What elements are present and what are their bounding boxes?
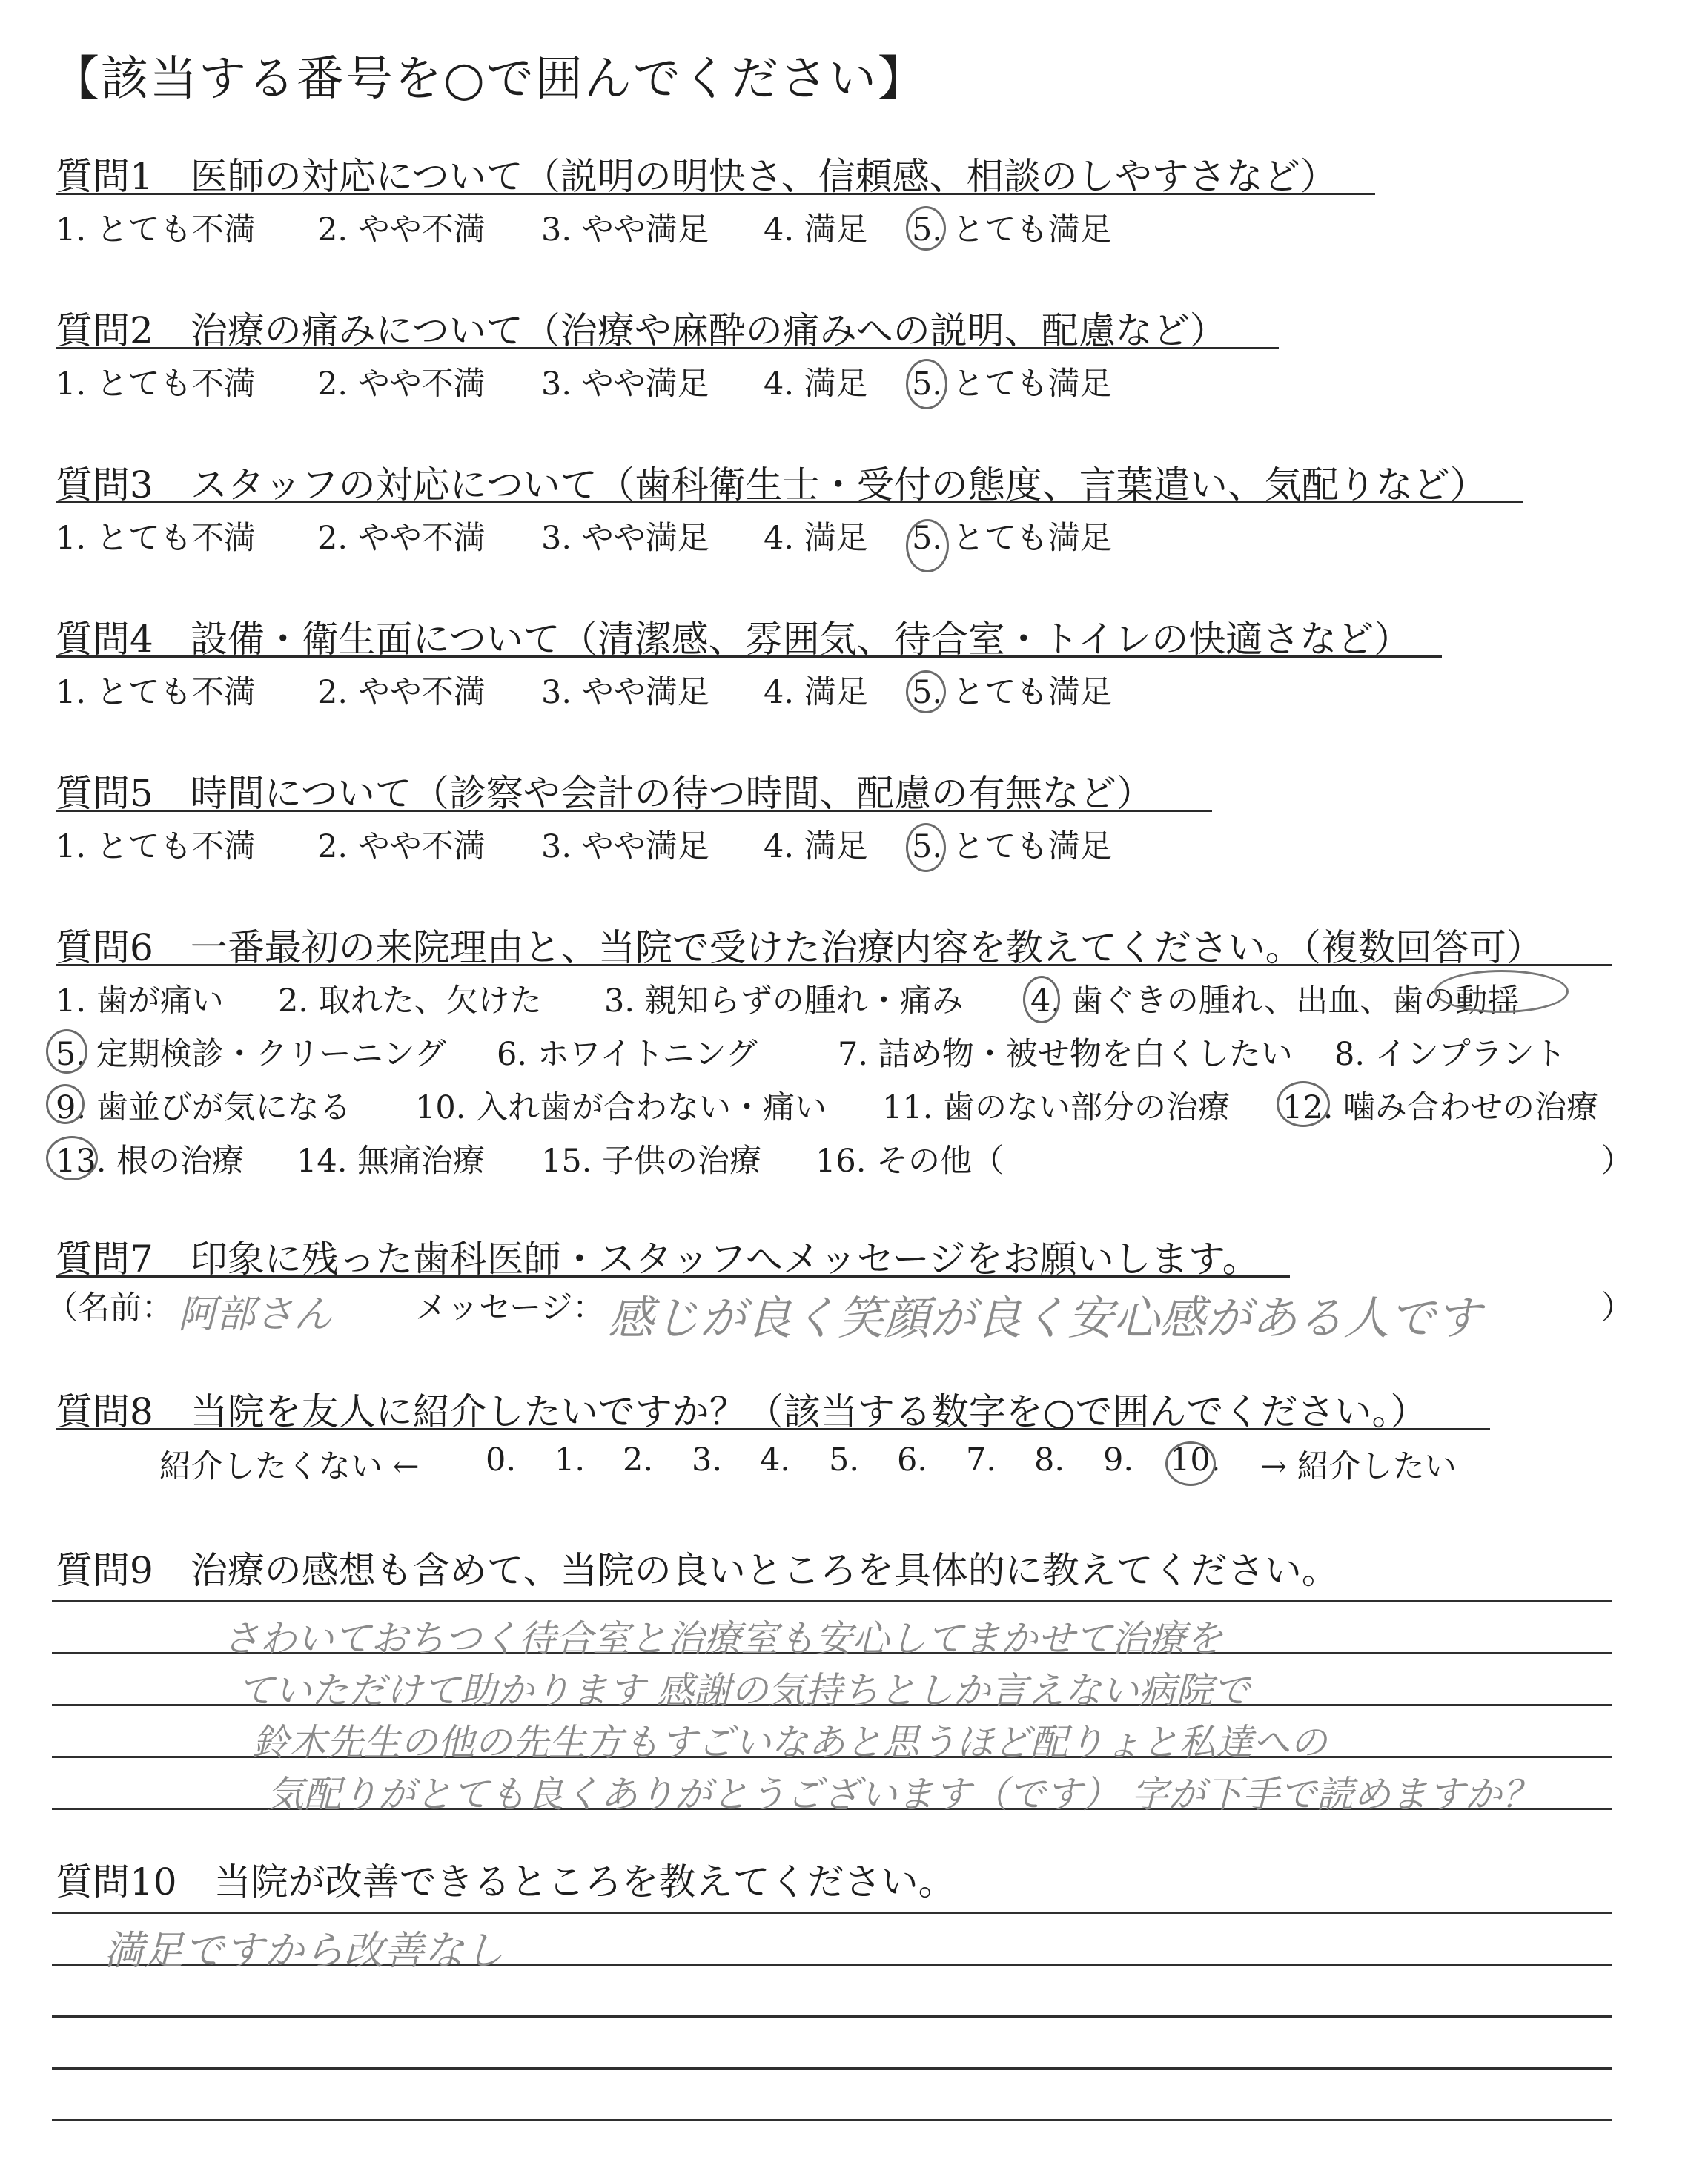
question-label: 質問7 bbox=[56, 1238, 153, 1281]
selection-circle bbox=[906, 206, 946, 251]
option-1[interactable]: 1. とても不満 bbox=[56, 366, 256, 403]
option-1[interactable]: 1. とても不満 bbox=[56, 211, 256, 248]
scale-1[interactable]: 1. bbox=[555, 1441, 586, 1479]
question-text: 医師の対応について（説明の明快さ、信頼感、相談のしやすさなど） bbox=[190, 155, 1337, 198]
question-label: 質問8 bbox=[56, 1390, 153, 1433]
answer-line-2[interactable]: ていただけて助かります 感謝の気持ちとしか言えない病院で bbox=[237, 1669, 1250, 1712]
answer-line-4[interactable]: 気配りがとても良くありがとうございます（です） 字が下手で読めますか？ bbox=[267, 1773, 1539, 1816]
scale-3[interactable]: 3. bbox=[692, 1441, 723, 1479]
question-text: 治療の痛みについて（治療や麻酔の痛みへの説明、配慮など） bbox=[190, 309, 1227, 352]
name-value[interactable]: 阿部さん bbox=[178, 1292, 333, 1337]
question-label: 質問4 bbox=[56, 618, 153, 661]
selection-circle bbox=[906, 519, 949, 572]
option-5[interactable]: 5. とても満足 bbox=[912, 674, 1112, 711]
scale-6[interactable]: 6. bbox=[897, 1441, 928, 1479]
option-2[interactable]: 2. やや不満 bbox=[317, 520, 486, 557]
option-3[interactable]: 3. やや満足 bbox=[541, 674, 709, 711]
option-5[interactable]: 5. とても満足 bbox=[912, 520, 1112, 557]
treatment-option-4[interactable]: 4. 歯ぐきの腫れ、出血、歯の動揺 bbox=[1030, 982, 1520, 1020]
selection-circle-13 bbox=[46, 1136, 98, 1180]
scale-5[interactable]: 5. bbox=[829, 1441, 860, 1479]
option-3[interactable]: 3. やや満足 bbox=[541, 211, 709, 248]
scale-right-label: → 紹介したい bbox=[1260, 1448, 1457, 1485]
treatment-option-16[interactable]: 16. その他（ bbox=[815, 1143, 1004, 1180]
question-label: 質問1 bbox=[56, 155, 153, 198]
treatment-option-8[interactable]: 8. インプラント bbox=[1334, 1036, 1566, 1073]
treatment-option-11[interactable]: 11. 歯のない部分の治療 bbox=[882, 1089, 1231, 1126]
option-1[interactable]: 1. とても不満 bbox=[56, 674, 256, 711]
scale-10[interactable]: 10. bbox=[1170, 1441, 1221, 1479]
question-text: 設備・衛生面について（清潔感、雰囲気、待合室・トイレの快適さなど） bbox=[190, 618, 1411, 661]
question-label: 質問6 bbox=[56, 926, 153, 969]
scale-left-label: 紹介したくない ← bbox=[159, 1448, 420, 1485]
treatment-option-12[interactable]: 12. 噛み合わせの治療 bbox=[1282, 1089, 1599, 1126]
treatment-option-10[interactable]: 10. 入れ歯が合わない・痛い bbox=[415, 1089, 827, 1126]
question-label: 質問10 bbox=[56, 1860, 177, 1903]
treatment-option-3[interactable]: 3. 親知らずの腫れ・痛み bbox=[604, 982, 964, 1020]
treatment-option-1[interactable]: 1. 歯が痛い bbox=[56, 982, 224, 1020]
option-4[interactable]: 4. 満足 bbox=[764, 520, 868, 557]
option-2[interactable]: 2. やや不満 bbox=[317, 674, 486, 711]
selection-circle bbox=[906, 823, 946, 872]
treatment-option-15[interactable]: 15. 子供の治療 bbox=[541, 1143, 762, 1180]
scale-0[interactable]: 0. bbox=[486, 1441, 517, 1479]
option-1[interactable]: 1. とても不満 bbox=[56, 520, 256, 557]
scale-7[interactable]: 7. bbox=[966, 1441, 997, 1479]
option-2[interactable]: 2. やや不満 bbox=[317, 828, 486, 865]
question-text: スタッフの対応について（歯科衛生士・受付の態度、言葉遣い、気配りなど） bbox=[190, 463, 1487, 506]
question-label: 質問9 bbox=[56, 1549, 153, 1592]
answer-line-1[interactable]: さわいておちつく待合室と治療室も安心してまかせて治療を bbox=[222, 1617, 1223, 1660]
option-2[interactable]: 2. やや不満 bbox=[317, 211, 486, 248]
treatment-option-5[interactable]: 5. 定期検診・クリーニング bbox=[56, 1036, 446, 1073]
other-close-paren: ） bbox=[1601, 1143, 1633, 1180]
message-label: メッセージ： bbox=[415, 1289, 605, 1327]
option-4[interactable]: 4. 満足 bbox=[764, 366, 868, 403]
selection-circle bbox=[1165, 1441, 1216, 1486]
name-label: （名前： bbox=[46, 1289, 173, 1327]
option-4[interactable]: 4. 満足 bbox=[764, 828, 868, 865]
question-label: 質問2 bbox=[56, 309, 153, 352]
scale-2[interactable]: 2. bbox=[623, 1441, 654, 1479]
question-text: 時間について（診察や会計の待つ時間、配慮の有無など） bbox=[190, 772, 1153, 815]
option-5[interactable]: 5. とても満足 bbox=[912, 366, 1112, 403]
treatment-option-13[interactable]: 13. 根の治療 bbox=[56, 1143, 245, 1180]
message-value[interactable]: 感じが良く笑顔が良く安心感がある人です bbox=[608, 1291, 1482, 1345]
answer-line-3[interactable]: 鈴木先生の他の先生方もすごいなあと思うほど配りょと私達への bbox=[252, 1721, 1327, 1764]
question-text: 当院が改善できるところを教えてください。 bbox=[214, 1860, 956, 1903]
selection-circle-5 bbox=[46, 1029, 87, 1074]
selection-circle-9 bbox=[46, 1084, 85, 1124]
option-4[interactable]: 4. 満足 bbox=[764, 211, 868, 248]
scale-9[interactable]: 9. bbox=[1103, 1441, 1134, 1479]
selection-circle bbox=[906, 359, 947, 409]
selection-circle bbox=[906, 670, 946, 713]
option-5[interactable]: 5. とても満足 bbox=[912, 211, 1112, 248]
treatment-option-14[interactable]: 14. 無痛治療 bbox=[297, 1143, 486, 1180]
question-text: 治療の感想も含めて、当院の良いところを具体的に教えてください。 bbox=[190, 1549, 1339, 1592]
treatment-option-9[interactable]: 9. 歯並びが気になる bbox=[56, 1089, 351, 1126]
selection-circle-4 bbox=[1023, 976, 1060, 1023]
question-text: 印象に残った歯科医師・スタッフへメッセージをお願いします。 bbox=[190, 1238, 1260, 1281]
question-label: 質問3 bbox=[56, 463, 153, 506]
treatment-option-7[interactable]: 7. 詰め物・被せ物を白くしたい bbox=[838, 1036, 1293, 1073]
scale-4[interactable]: 4. bbox=[760, 1441, 791, 1479]
option-3[interactable]: 3. やや満足 bbox=[541, 828, 709, 865]
message-close-paren: ） bbox=[1601, 1289, 1633, 1327]
option-1[interactable]: 1. とても不満 bbox=[56, 828, 256, 865]
scale-8[interactable]: 8. bbox=[1034, 1441, 1065, 1479]
question-label: 質問5 bbox=[56, 772, 153, 815]
question-text: 一番最初の来院理由と、当院で受けた治療内容を教えてください。（複数回答可） bbox=[190, 926, 1543, 969]
answer-line-1[interactable]: 満足ですから改善なし bbox=[104, 1927, 504, 1974]
option-2[interactable]: 2. やや不満 bbox=[317, 366, 486, 403]
page-title: 【該当する番号を○で囲んでください】 bbox=[52, 52, 927, 107]
option-3[interactable]: 3. やや満足 bbox=[541, 366, 709, 403]
question-text: 当院を友人に紹介したいですか？（該当する数字を○で囲んでください。） bbox=[190, 1390, 1428, 1433]
treatment-option-6[interactable]: 6. ホワイトニング bbox=[497, 1036, 758, 1073]
selection-circle-12 bbox=[1277, 1081, 1330, 1127]
annotation-circle bbox=[1434, 970, 1569, 1013]
treatment-option-2[interactable]: 2. 取れた、欠けた bbox=[278, 982, 542, 1020]
option-4[interactable]: 4. 満足 bbox=[764, 674, 868, 711]
option-3[interactable]: 3. やや満足 bbox=[541, 520, 709, 557]
option-5[interactable]: 5. とても満足 bbox=[912, 828, 1112, 865]
